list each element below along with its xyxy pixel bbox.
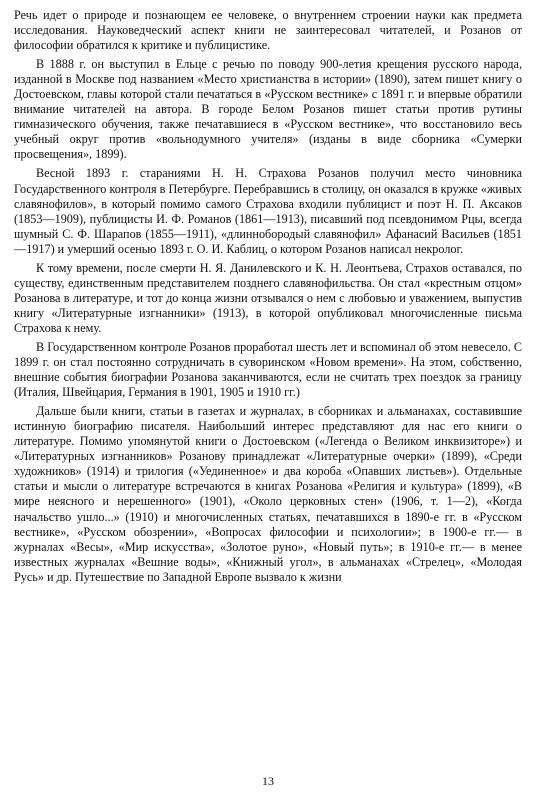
paragraph-6: Дальше были книги, статьи в газетах и журналах, в сборниках и альманахах, составившие истинную биографию писателя. Наибольший интерес представляют для нас его книги о литературе. Помимо упомянутой книги о Достоевском («Легенда о Великом инквизиторе») и «Литературных изгнанников» Розанову принадлежат «Литературные очерки» (1899), «Среди художников» (1914) и трилогия («Уединенное» и два короба «Опавших листьев»). Отдельные статьи и мысли о литературе встречаются в книгах Розанова «Религия и культура» (1899), «В мире неясного и нерешенного» (1901), «Около церковных стен» (1906, т. 1—2), «Когда начальство ушло...» (1910) и многочисленных статьях, печатавшихся в 1890-е гг. в «Русском вестнике», «Русском обозрении», «Вопросах философии и психологии»; в 1900-е гг.— в журналах «Весы», «Мир искусства», «Золотое руно», «Новый путь»; в 1910-е гг.— в менее известных журналах «Вешние воды», «Книжный угол», в альманахах «Стрелец», «Молодая Русь» и др. Путешествие по Западной Европе вызвало к жизни <box>14 404 522 584</box>
paragraph-3: Весной 1893 г. стараниями Н. Н. Страхова Розанов получил место чиновника Государственного контроля в Петербурге. Перебравшись в столицу, он оказался в кружке «живых славянофилов», в который помимо самого Страхова входили публицист и поэт Н. П. Аксаков (1853—1909), публицисты И. Ф. Романов (1861—1913), писавший под псевдонимом Рцы, всегда шумный С. Ф. Шарапов (1855—1911), «длиннобородый славянофил» Афанасий Васильев (1851—1917) и умерший осенью 1893 г. О. И. Каблиц, о котором Розанов написал некролог. <box>14 166 522 256</box>
page-number: 13 <box>262 774 274 788</box>
paragraph-4: К тому времени, после смерти Н. Я. Данилевского и К. Н. Леонтьева, Страхов оставался, по существу, единственным представителем позднего славянофильства. Он стал «крестным отцом» Розанова в литературе, и тот до конца жизни отзывался о нем с любовью и уважением, выпустив книгу «Литературные изгнанники» (1913), в которой опубликовал многочисленные письма Страхова к нему. <box>14 260 522 335</box>
paragraph-1: Речь идет о природе и познающем ее человеке, о внутреннем строении науки как предмета исследования. Науковедческий аспект книги не заинтересовал читателей, и Розанов от философии обратился к критике и публицистике. <box>14 8 522 53</box>
body-text <box>14 8 522 585</box>
paragraph-2: В 1888 г. он выступил в Ельце с речью по поводу 900-летия крещения русского народа, изданной в Москве под названием «Место христианства в истории» (1890), затем пишет книгу о Достоевском, главы которой стали печататься в «Русском вестнике» с 1891 г. и впервые обратили внимание читателей на автора. В городе Белом Розанов пишет статьи против рутины гимназического обучения, также печатавшиеся в «Русском вестнике», что восстановило весь учебный округ против «вольнодумного учителя» (изданы в виде сборника «Сумерки просвещения», 1899). <box>14 57 522 162</box>
paragraph-5: В Государственном контроле Розанов проработал шесть лет и вспоминал об этом невесело. С 1899 г. он стал постоянно сотрудничать в суворинском «Новом времени». На этом, собственно, внешние события биографии Розанова заканчиваются, если не считать трех поездок за границу (Италия, Швейцария, Германия в 1901, 1905 и 1910 гг.) <box>14 339 522 400</box>
